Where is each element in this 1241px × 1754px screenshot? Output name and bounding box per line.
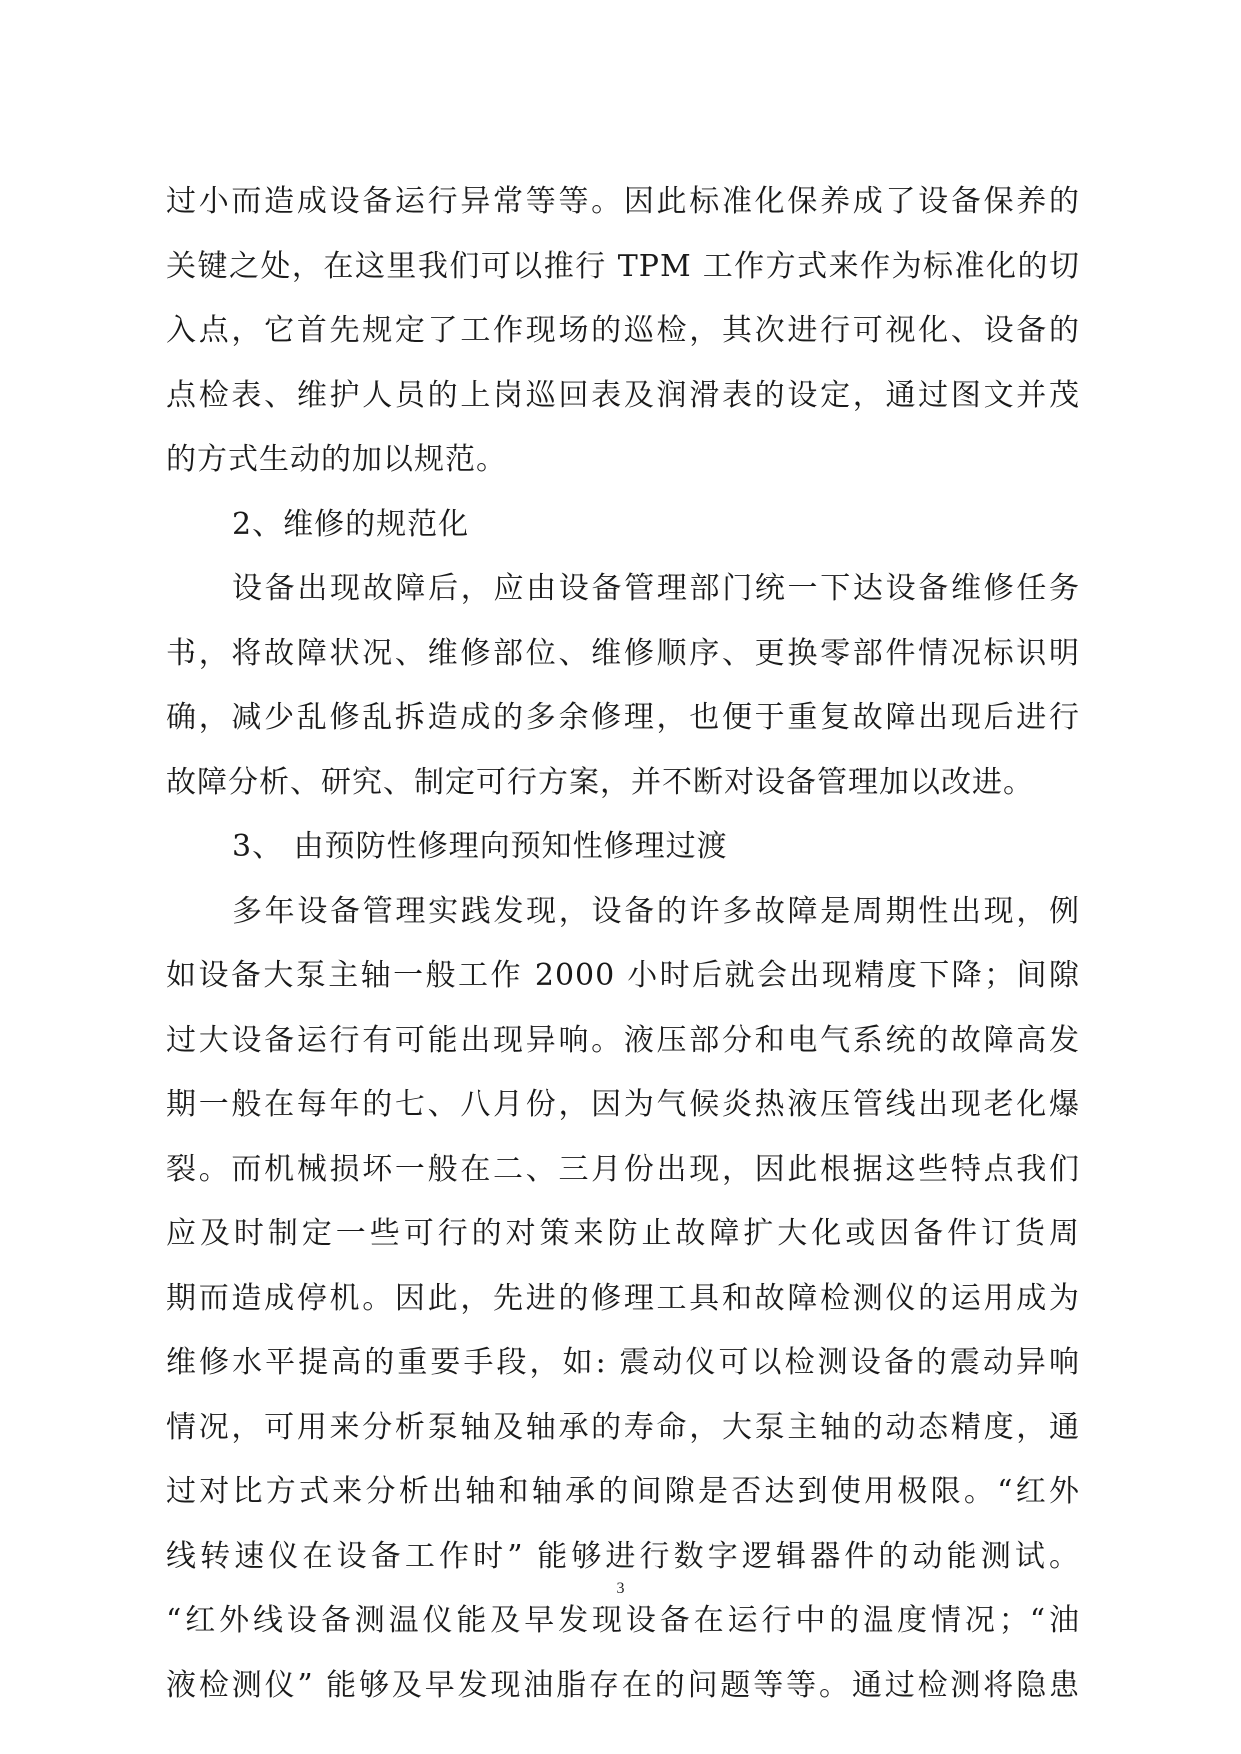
- text-line: 线转速仪在设备工作时” 能够进行数字逻辑器件的动能测试。: [166, 1538, 1080, 1574]
- text-line: 书，将故障状况、维修部位、维修顺序、更换零部件情况标识明: [166, 635, 1080, 671]
- section-heading: 3、 由预防性修理向预知性修理过渡: [232, 829, 728, 864]
- body-text: [166, 170, 1080, 1718]
- text-line: 如设备大泵主轴一般工作 2000 小时后就会出现精度下降；间隙: [166, 958, 1080, 993]
- text-line: 点检表、维护人员的上岗巡回表及润滑表的设定，通过图文并茂: [166, 377, 1080, 413]
- section-heading: 2、维修的规范化: [232, 506, 470, 542]
- text-line: 过大设备运行有可能出现异响。液压部分和电气系统的故障高发: [166, 1022, 1080, 1058]
- text-line: 过小而造成设备运行异常等等。因此标准化保养成了设备保养的: [166, 184, 1080, 219]
- text-line: 过对比方式来分析出轴和轴承的间隙是否达到使用极限。“红外: [166, 1474, 1080, 1509]
- text-line: 期而造成停机。因此，先进的修理工具和故障检测仪的运用成为: [166, 1280, 1080, 1316]
- text-line: 维修水平提高的重要手段，如: 震动仪可以检测设备的震动异响: [166, 1345, 1080, 1380]
- text-line: 多年设备管理实践发现，设备的许多故障是周期性出现，例: [232, 893, 1080, 929]
- text-line: 裂。而机械损坏一般在二、三月份出现，因此根据这些特点我们: [166, 1151, 1080, 1187]
- text-line: 故障分析、研究、制定可行方案，并不断对设备管理加以改进。: [166, 764, 1034, 800]
- text-line: 的方式生动的加以规范。: [166, 442, 507, 477]
- text-line: 入点，它首先规定了工作现场的巡检，其次进行可视化、设备的: [166, 313, 1080, 348]
- text-line: 设备出现故障后，应由设备管理部门统一下达设备维修任务: [232, 571, 1080, 606]
- text-line: 情况，可用来分析泵轴及轴承的寿命，大泵主轴的动态精度，通: [166, 1409, 1080, 1445]
- text-line: 关键之处，在这里我们可以推行 TPM 工作方式来作为标准化的切: [166, 248, 1080, 284]
- text-line: 应及时制定一些可行的对策来防止故障扩大化或因备件订货周: [166, 1216, 1080, 1251]
- text-line: 液检测仪” 能够及早发现油脂存在的问题等等。通过检测将隐患: [166, 1667, 1080, 1703]
- text-line: 确，减少乱修乱拆造成的多余修理，也便于重复故障出现后进行: [166, 700, 1080, 735]
- page-number: 3: [616, 1580, 625, 1597]
- text-line: “红外线设备测温仪能及早发现设备在运行中的温度情况；“油: [166, 1603, 1080, 1638]
- text-line: 期一般在每年的七、八月份，因为气候炎热液压管线出现老化爆: [166, 1087, 1080, 1122]
